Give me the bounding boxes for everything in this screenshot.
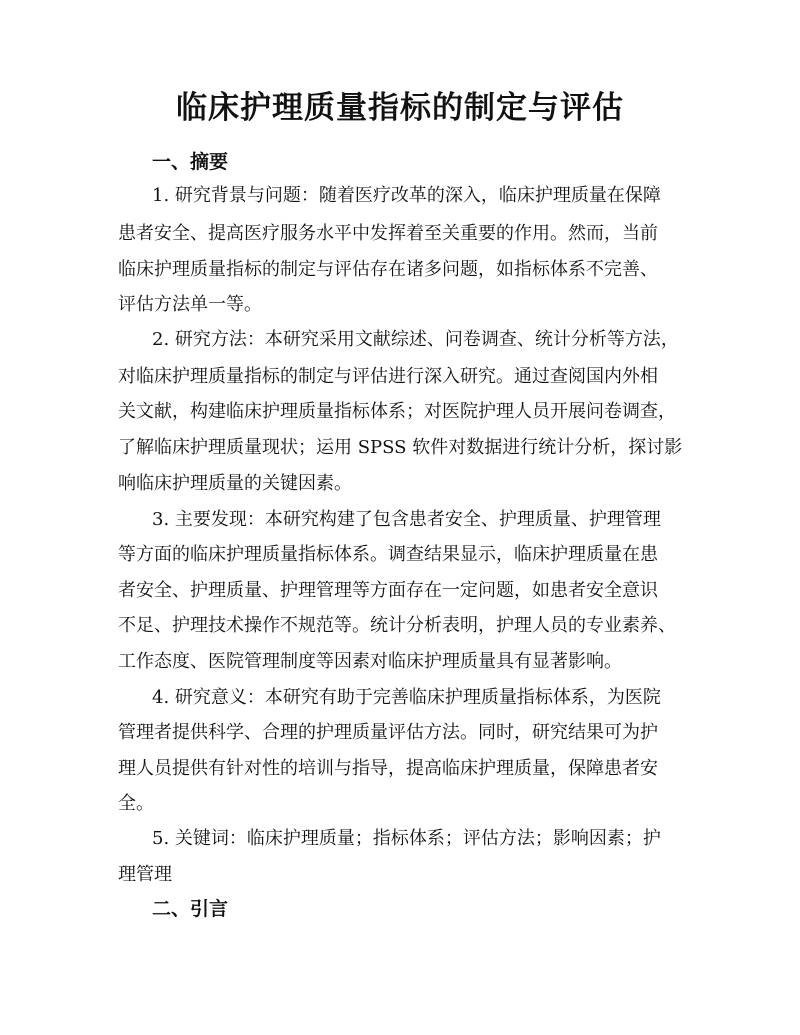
paragraph-3-line-1: 3. 主要发现：本研究构建了包含患者安全、护理质量、护理管理 bbox=[152, 509, 661, 530]
paragraph-1-line-4: 评估方法单一等。 bbox=[118, 294, 262, 315]
paragraph-3-line-5: 工作态度、医院管理制度等因素对临床护理质量具有显著影响。 bbox=[118, 651, 622, 672]
paragraph-2-line-2: 对临床护理质量指标的制定与评估进行深入研究。通过查阅国内外相 bbox=[118, 366, 658, 387]
paragraph-5-line-2: 理管理 bbox=[118, 864, 172, 885]
section-heading-introduction: 二、引言 bbox=[152, 898, 229, 920]
paragraph-2-line-4: 了解临床护理质量现状；运用 SPSS 软件对数据进行统计分析，探讨影 bbox=[118, 437, 683, 458]
section-heading-abstract: 一、摘要 bbox=[152, 151, 229, 173]
paragraph-1-line-2: 患者安全、提高医疗服务水平中发挥着至关重要的作用。然而，当前 bbox=[118, 223, 658, 244]
paragraph-4-line-4: 全。 bbox=[118, 793, 154, 814]
paragraph-1-line-1: 1. 研究背景与问题：随着医疗改革的深入，临床护理质量在保障 bbox=[152, 185, 661, 206]
paragraph-1-line-3: 临床护理质量指标的制定与评估存在诸多问题，如指标体系不完善、 bbox=[118, 259, 658, 280]
paragraph-2-line-3: 关文献，构建临床护理质量指标体系；对医院护理人员开展问卷调查， bbox=[118, 401, 676, 422]
paragraph-4-line-2: 管理者提供科学、合理的护理质量评估方法。同时，研究结果可为护 bbox=[118, 722, 658, 743]
paragraph-2-line-1: 2. 研究方法：本研究采用文献综述、问卷调查、统计分析等方法， bbox=[152, 329, 679, 350]
document-title: 临床护理质量指标的制定与评估 bbox=[176, 90, 624, 126]
paragraph-3-line-4: 不足、护理技术操作不规范等。统计分析表明，护理人员的专业素养、 bbox=[118, 615, 676, 636]
paragraph-3-line-2: 等方面的临床护理质量指标体系。调查结果显示，临床护理质量在患 bbox=[118, 544, 658, 565]
paragraph-2-line-5: 响临床护理质量的关键因素。 bbox=[118, 473, 352, 494]
paragraph-4-line-3: 理人员提供有针对性的培训与指导，提高临床护理质量，保障患者安 bbox=[118, 758, 658, 779]
paragraph-5-line-1: 5. 关键词：临床护理质量；指标体系；评估方法；影响因素；护 bbox=[152, 828, 661, 849]
paragraph-4-line-1: 4. 研究意义：本研究有助于完善临床护理质量指标体系，为医院 bbox=[152, 687, 661, 708]
paragraph-3-line-3: 者安全、护理质量、护理管理等方面存在一定问题，如患者安全意识 bbox=[118, 580, 658, 601]
